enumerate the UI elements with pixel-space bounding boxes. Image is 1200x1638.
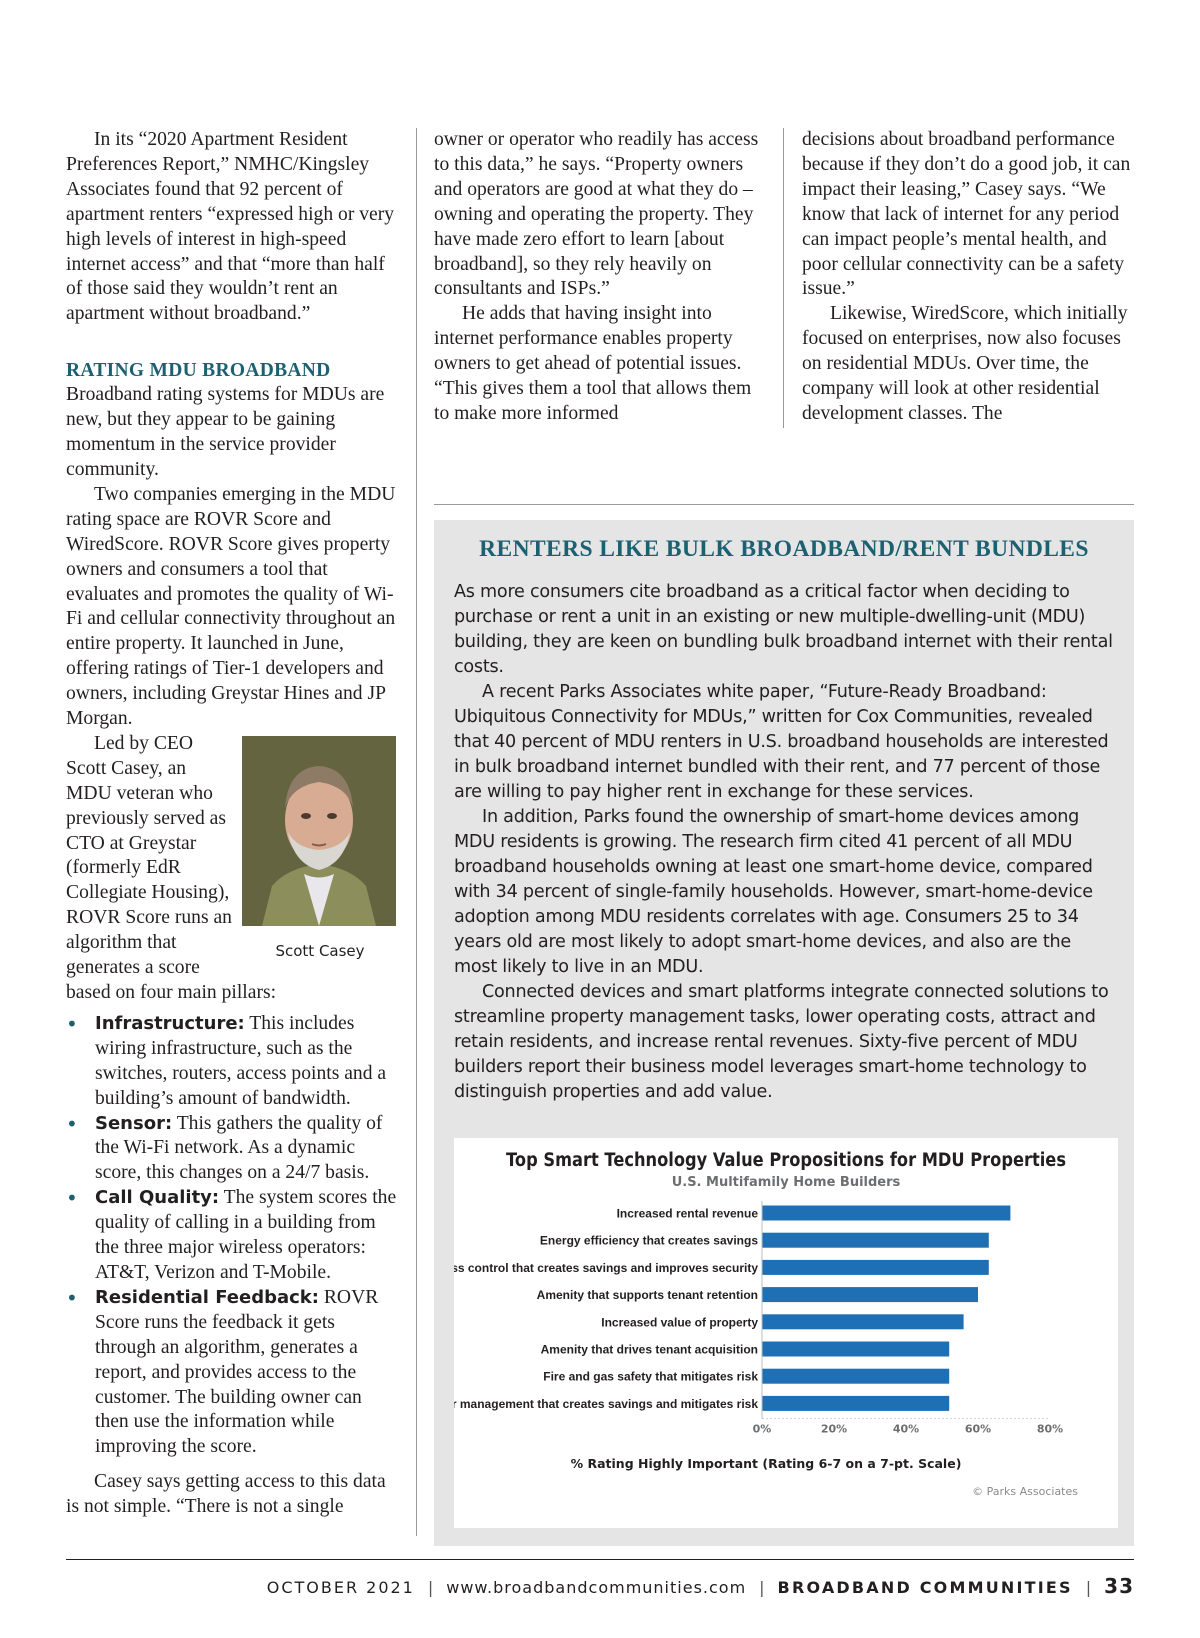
paragraph: decisions about broadband performance because if they don’t do a good job, it can impact their leasing,” Casey says. “We know that lack of internet for any period can impact people’s mental health, and poor cellular connectivity can be a safety issue.”	[802, 129, 1131, 300]
chart-bar	[762, 1342, 949, 1357]
paragraph: Broadband rating systems for MDUs are new, but they appear to be gaining momentum in the service provider community.	[66, 384, 385, 480]
chart-category-label: Energy efficiency that creates savings	[539, 1233, 758, 1248]
chart-category-label: Increased value of property	[601, 1315, 758, 1330]
chart-category-label: Water management that creates savings and mitigates risk	[454, 1396, 758, 1411]
sidebar-body	[454, 580, 1118, 1105]
chart-bar	[762, 1396, 949, 1411]
bullet-icon: •	[66, 1111, 78, 1136]
column-divider	[416, 128, 417, 1536]
chart-bar	[762, 1314, 964, 1329]
footer-website-link[interactable]: www.broadbandcommunities.com	[446, 1578, 747, 1597]
chart-category-label: Amenity that drives tenant acquisition	[540, 1342, 758, 1357]
pillar-term: Infrastructure:	[95, 1012, 245, 1034]
list-item	[66, 1012, 398, 1112]
paragraph: Casey says getting access to this data is not simple. “There is not a single	[66, 1471, 386, 1518]
chart-bar	[762, 1206, 1010, 1221]
pillar-text: This includes wiring infrastructure, such as the switches, routers, access points and a building’s amount of bandwidth.	[95, 1012, 387, 1109]
footer-magazine-name: BROADBAND COMMUNITIES	[777, 1578, 1073, 1597]
chart-x-label: % Rating Highly Important (Rating 6-7 on a 7-pt. Scale)	[570, 1456, 962, 1471]
article-column-2	[434, 128, 760, 427]
sidebar-box	[434, 520, 1134, 1546]
pillar-term: Residential Feedback:	[95, 1286, 319, 1308]
author-photo-block	[242, 736, 398, 961]
paragraph: Likewise, WiredScore, which initially focused on enterprises, now also focuses on residential MDUs. Over time, the company will look at other residential development classes. The	[802, 303, 1128, 424]
paragraph: In addition, Parks found the ownership of smart-home devices among MDU residents is growing. The research firm cited 41 percent of all MDU broadband households owning at least one smart-home device, compared with 34 percent of single-family households. However, smart-home-device adoption among MDU residents correlates with age. Consumers 25 to 34 years old are most likely to adopt smart-home devices, and also are the most likely to live in an MDU.	[454, 807, 1093, 977]
chart-category-label: Increased rental revenue	[616, 1206, 758, 1221]
footer-rule	[66, 1559, 1134, 1560]
article-column-1	[66, 128, 398, 1520]
pillar-text: ROVR Score runs the feedback it gets through an algorithm, generates a report, and provides access to the customer. The building owner can then use the information while improving the score.	[95, 1286, 379, 1458]
pillar-text: The system scores the quality of calling in a building from the three major wireless operators: AT&T, Verizon and T-Mobile.	[95, 1187, 397, 1283]
chart-bar	[762, 1369, 949, 1384]
chart-tick-label: 0%	[752, 1422, 772, 1436]
section-divider	[434, 504, 1134, 505]
chart-panel	[454, 1138, 1118, 1528]
photo-caption: Scott Casey	[275, 941, 365, 960]
page-number: 33	[1104, 1574, 1134, 1598]
paragraph: A recent Parks Associates white paper, “Future-Ready Broadband: Ubiquitous Connectivity for MDUs,” written for Cox Communities, revealed that 40 percent of MDU renters in U.S. broadband households are interested in bulk broadband internet bundled with their rent, and 77 percent of those are willing to pay higher rent in exchange for these services.	[454, 682, 1109, 802]
chart-tick-label: 60%	[964, 1422, 992, 1436]
chart-category-label: Access control that creates savings and improves security	[454, 1260, 758, 1275]
list-item	[66, 1112, 398, 1187]
footer-separator: |	[427, 1578, 434, 1597]
chart-rows	[454, 1206, 1010, 1411]
chart-bar	[762, 1260, 989, 1275]
footer-separator: |	[759, 1578, 765, 1597]
footer-issue-date: OCTOBER 2021	[266, 1578, 415, 1597]
paragraph: Two companies emerging in the MDU rating space are ROVR Score and WiredScore. ROVR Score gives property owners and consumers a tool that evaluates and promotes the quality of Wi-Fi and cellular connectivity throughout an entire property. It launched in June, offering ratings of Tier-1 developers and owners, including Greystar Hines and JP Morgan.	[66, 483, 396, 730]
pillar-text: This gathers the quality of the Wi-Fi network. As a dynamic score, this changes on a 24/7 basis.	[95, 1112, 383, 1184]
list-item	[66, 1186, 398, 1286]
paragraph: As more consumers cite broadband as a critical factor when deciding to purchase or rent a unit in an existing or new multiple-dwelling-unit (MDU) building, they are keen on bundling bulk broadband internet with their rental costs.	[454, 582, 1113, 677]
chart-title: Top Smart Technology Value Propositions for MDU Properties	[506, 1150, 1066, 1171]
chart-category-label: Amenity that supports tenant retention	[536, 1288, 758, 1303]
section-subhead: RATING MDU BROADBAND	[66, 360, 331, 382]
paragraph: owner or operator who readily has access to this data,” he says. “Property owners and operators are good at what they do – owning and operating the property. They have made zero effort to learn [about broadband], so they rely heavily on consultants and ISPs.”	[434, 129, 759, 300]
bar-chart	[454, 1138, 1118, 1528]
article-column-3	[802, 128, 1140, 427]
footer-separator: |	[1085, 1578, 1092, 1597]
paragraph: Led by CEO Scott Casey, an MDU veteran who previously served as CTO at Greystar (formerly EdR Collegiate Housing), ROVR Score runs an algorithm that generates a score based on four main pillars:	[66, 732, 277, 1003]
chart-tick-label: 20%	[820, 1422, 848, 1436]
bullet-icon: •	[66, 1011, 78, 1036]
pillars-list	[66, 1012, 398, 1460]
paragraph: He adds that having insight into internet performance enables property owners to get ahead of potential issues. “This gives them a tool that allows them to make more informed	[434, 303, 752, 424]
paragraph: Connected devices and smart platforms integrate connected solutions to streamline property management tasks, lower operating costs, attract and retain residents, and increase rental revenues. Sixty-five percent of MDU builders report their business model leverages smart-home technology to distinguish properties and add value.	[454, 982, 1109, 1102]
chart-subtitle: U.S. Multifamily Home Builders	[671, 1175, 901, 1190]
chart-tick-label: 40%	[892, 1422, 920, 1436]
column-divider	[783, 128, 784, 428]
paragraph: In its “2020 Apartment Resident Preferences Report,” NMHC/Kingsley Associates found that 92 percent of apartment renters “expressed high or very high levels of interest in high-speed internet access” and that “more than half of those said they wouldn’t rent an apartment without broadband.”	[66, 129, 395, 325]
chart-bar	[762, 1287, 978, 1302]
page-footer	[66, 1574, 1134, 1604]
scott-casey-photo	[242, 736, 396, 926]
bullet-icon: •	[66, 1285, 78, 1310]
list-item	[66, 1286, 398, 1460]
chart-source: © Parks Associates	[972, 1485, 1078, 1498]
chart-bar	[762, 1233, 989, 1248]
pillar-term: Call Quality:	[95, 1187, 220, 1209]
pillar-term: Sensor:	[95, 1112, 173, 1134]
sidebar-title: RENTERS LIKE BULK BROADBAND/RENT BUNDLES	[479, 536, 1089, 562]
bullet-icon: •	[66, 1186, 78, 1211]
chart-tick-label: 80%	[1036, 1422, 1064, 1436]
chart-category-label: Fire and gas safety that mitigates risk	[543, 1369, 758, 1384]
